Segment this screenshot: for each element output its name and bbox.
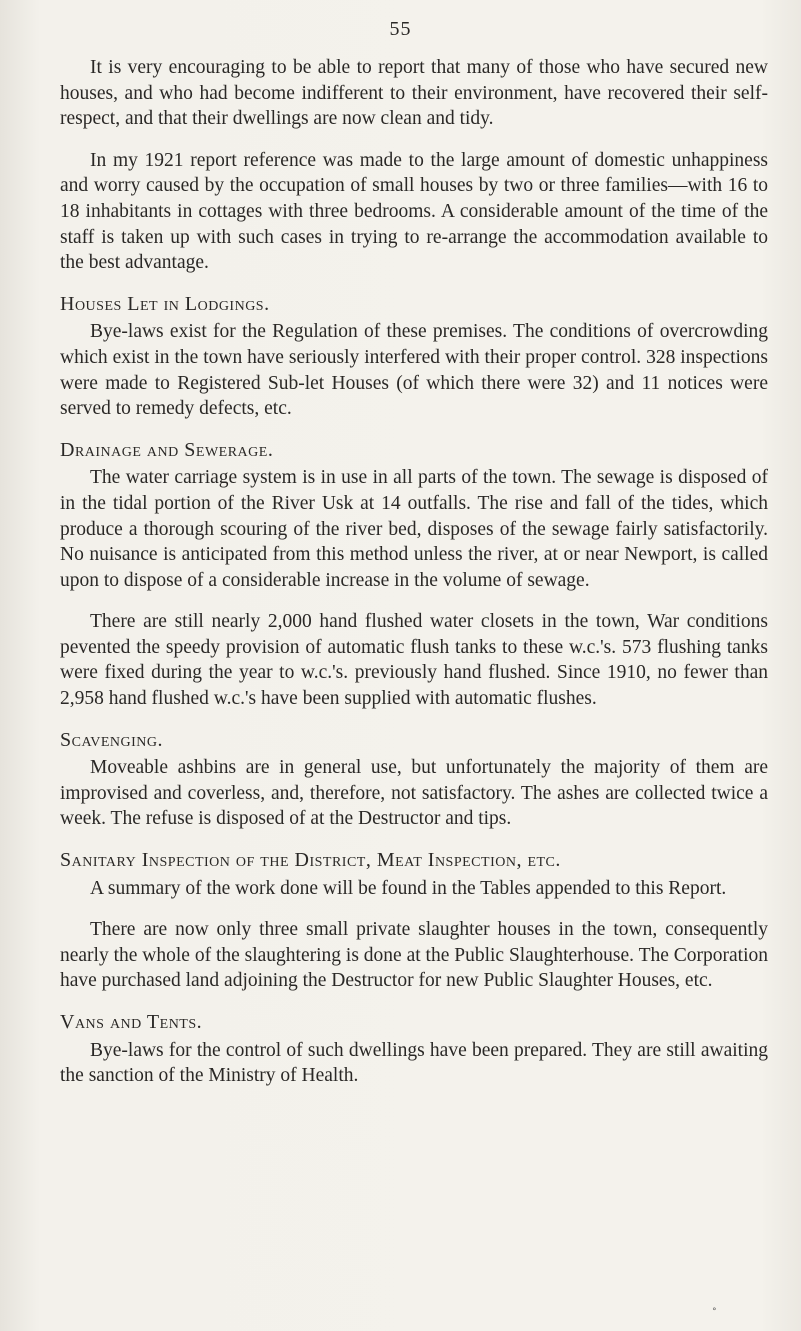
paragraph-vans-bye-laws: Bye-laws for the control of such dwellings have been prepared. They are still awaiting the sanction of the Ministry of Health. (60, 1039, 768, 1087)
paragraph-ashbins: Moveable ashbins are in general use, but unfortunately the majority of them are improvised and coverless, and, therefore, not satisfactory. The ashes are collected twice a week. The refuse is disposed of at the Destructor and tips. (60, 757, 768, 830)
paragraph-slaughter-houses: There are now only three small private slaughter houses in the town, consequently nearly the whole of the slaughtering is done at the Public Slaughterhouse. The Corporation have purchased land adjoining the Destructor for new Public Slaughter Houses, etc. (60, 919, 768, 992)
paragraph-water-closets: There are still nearly 2,000 hand flushed water closets in the town, War conditions pevented the speedy provision of automatic flush tanks to these w.c.'s. 573 flushing tanks were fixed during the year to w.c.'s. previously hand flushed. Since 1910, no fewer than 2,958 hand flushed w.c.'s have been supplied with automatic flushes. (60, 611, 768, 710)
heading-vans-tents: Vans and Tents. (60, 1011, 203, 1033)
heading-houses-let: Houses Let in Lodgings. (60, 292, 270, 315)
paragraph-summary-tables: A summary of the work done will be found in the Tables appended to this Report. (90, 877, 727, 899)
heading-sanitary-inspection: Sanitary Inspection of the District, Meat Inspection, etc. (60, 849, 561, 872)
heading-scavenging: Scavenging. (60, 728, 164, 751)
paragraph-bye-laws-lodgings: Bye-laws exist for the Regulation of these premises. The conditions of overcrowding which exist in the town have seriously interfered with their proper control. 328 inspections were made to Registered Sub-let Houses (of which there were 32) and 11 notices were served to remedy defects, etc. (60, 321, 768, 420)
page-body (60, 55, 768, 1105)
page-number: 55 (389, 18, 412, 40)
stray-mark: ˳ (712, 1296, 717, 1311)
paragraph-1921-report: In my 1921 report reference was made to the large amount of domestic unhappiness and worry caused by the occupation of small houses by two or three families—with 16 to 18 inhabitants in cottages with three bedrooms. A considerable amount of the time of the staff is taken up with such cases in trying to re-arrange the accommodation available to the best advantage. (60, 149, 768, 274)
paragraph-new-houses: It is very encouraging to be able to report that many of those who have secured new houses, and who had become indifferent to their environment, have recovered their self-respect, and that their dwellings are now clean and tidy. (60, 57, 768, 130)
paragraph-water-carriage: The water carriage system is in use in all parts of the town. The sewage is disposed of in the tidal portion of the River Usk at 14 outfalls. The rise and fall of the tides, which produce a thorough scouring of the river bed, disposes of the sewage fairly satisfactorily. No nuisance is anticipated from this method unless the river, at or near Newport, is called upon to dispose of a considerable increase in the volume of sewage. (60, 467, 768, 591)
heading-drainage: Drainage and Sewerage. (60, 438, 274, 461)
